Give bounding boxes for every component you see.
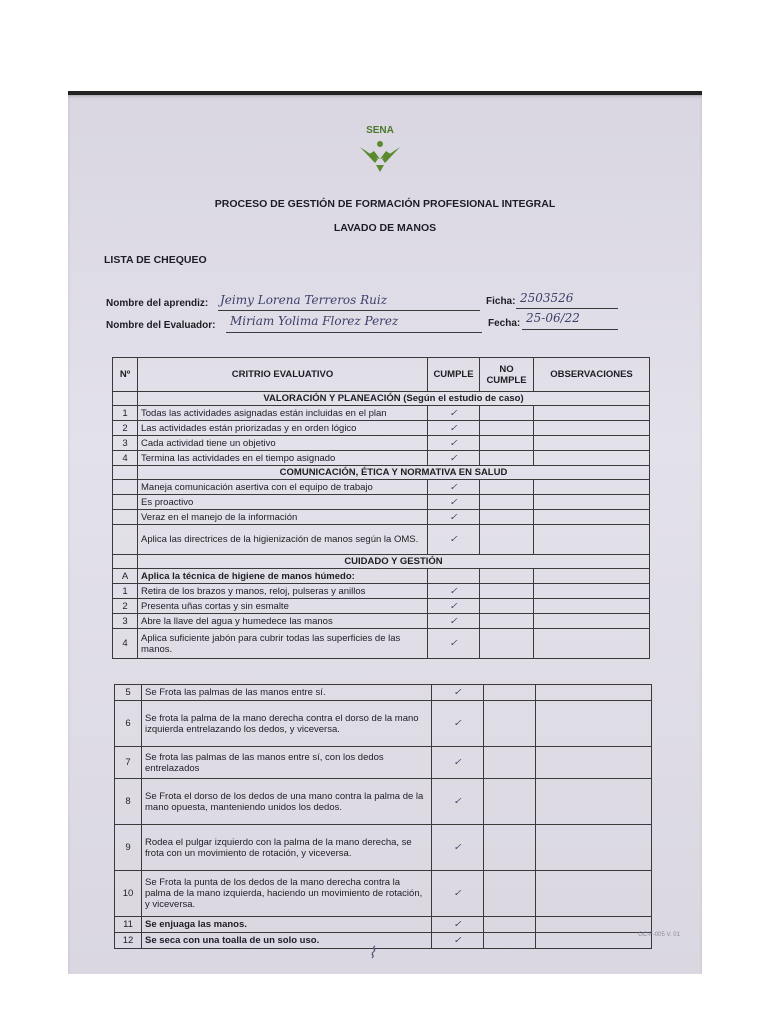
section-row	[113, 466, 650, 480]
row-observaciones	[534, 480, 650, 495]
section-title: CUIDADO Y GESTIÓN	[138, 555, 650, 569]
row-cumple: ✓	[432, 871, 484, 917]
table-row	[113, 495, 650, 510]
document-sheet	[68, 91, 702, 974]
row-observaciones	[534, 495, 650, 510]
row-criterio: Se seca con una toalla de un solo uso.	[142, 933, 432, 949]
row-criterio: Todas las actividades asignadas están incluidas en el plan	[138, 406, 428, 421]
row-no-cumple	[480, 584, 534, 599]
row-cumple: ✓	[428, 584, 480, 599]
row-number: 2	[113, 599, 138, 614]
row-number: 7	[115, 747, 142, 779]
fecha-underline	[522, 329, 618, 330]
row-number: 3	[113, 614, 138, 629]
fecha-label: Fecha:	[488, 318, 521, 329]
row-criterio: Presenta uñas cortas y sin esmalte	[138, 599, 428, 614]
row-observaciones	[534, 436, 650, 451]
row-observaciones	[536, 933, 652, 949]
row-cumple: ✓	[432, 825, 484, 871]
row-number: 1	[113, 584, 138, 599]
table-row	[113, 421, 650, 436]
row-no-cumple	[484, 701, 536, 747]
row-no-cumple	[484, 917, 536, 933]
aprendiz-underline	[218, 310, 480, 311]
row-observaciones	[536, 917, 652, 933]
row-cumple: ✓	[428, 480, 480, 495]
row-criterio: Se frota las palmas de las manos entre sí, con los dedos entrelazados	[142, 747, 432, 779]
row-no-cumple	[480, 495, 534, 510]
row-no-cumple	[480, 510, 534, 525]
row-cumple: ✓	[428, 451, 480, 466]
table-row	[113, 406, 650, 421]
row-no-cumple	[480, 629, 534, 659]
ficha-value: 2503526	[520, 291, 574, 305]
row-cumple: ✓	[428, 629, 480, 659]
table-row	[113, 599, 650, 614]
row-cumple: ✓	[432, 701, 484, 747]
row-criterio: Veraz en el manejo de la información	[138, 510, 428, 525]
row-criterio: Cada actividad tiene un objetivo	[138, 436, 428, 451]
row-observaciones	[534, 584, 650, 599]
sena-logo	[354, 125, 406, 173]
row-no-cumple	[480, 451, 534, 466]
row-number: 4	[113, 629, 138, 659]
row-number: 2	[113, 421, 138, 436]
list-title: LISTA DE CHEQUEO	[104, 254, 207, 266]
row-criterio: Termina las actividades en el tiempo asignado	[138, 451, 428, 466]
row-number: A	[113, 569, 138, 584]
row-number: 6	[115, 701, 142, 747]
row-cumple: ✓	[428, 495, 480, 510]
table-row	[115, 701, 652, 747]
row-number	[113, 480, 138, 495]
row-observaciones	[536, 747, 652, 779]
evaluador-label: Nombre del Evaluador:	[106, 320, 216, 331]
row-criterio: Abre la llave del agua y humedece las manos	[138, 614, 428, 629]
row-no-cumple	[480, 480, 534, 495]
row-number: 4	[113, 451, 138, 466]
row-no-cumple	[484, 871, 536, 917]
table-header-row	[113, 358, 650, 392]
form-code: GC-F-005 V. 01	[638, 932, 680, 938]
row-observaciones	[534, 525, 650, 555]
row-criterio: Se Frota las palmas de las manos entre sí.	[142, 685, 432, 701]
table-row	[113, 510, 650, 525]
row-no-cumple	[480, 525, 534, 555]
row-criterio: Retira de los brazos y manos, reloj, pulseras y anillos	[138, 584, 428, 599]
checklist-table-2	[114, 684, 652, 949]
row-observaciones	[534, 451, 650, 466]
row-no-cumple	[480, 599, 534, 614]
row-cumple: ✓	[428, 436, 480, 451]
row-observaciones	[534, 629, 650, 659]
row-criterio: Aplica suficiente jabón para cubrir todas las superficies de las manos.	[138, 629, 428, 659]
row-cumple: ✓	[428, 510, 480, 525]
table-row	[115, 871, 652, 917]
table-row	[113, 614, 650, 629]
sena-logo-text: SENA	[366, 125, 394, 136]
table-row	[113, 436, 650, 451]
aprendiz-value: Jeimy Lorena Terreros Ruiz	[220, 293, 388, 307]
header-criterio: CRITRIO EVALUATIVO	[138, 358, 428, 392]
row-no-cumple	[480, 569, 534, 584]
evaluador-value: Miriam Yolima Florez Perez	[230, 314, 399, 328]
row-observaciones	[534, 599, 650, 614]
row-criterio: Maneja comunicación asertiva con el equipo de trabajo	[138, 480, 428, 495]
table-row	[115, 747, 652, 779]
table-row	[115, 685, 652, 701]
table-row	[115, 917, 652, 933]
row-criterio: Es proactivo	[138, 495, 428, 510]
row-observaciones	[536, 701, 652, 747]
row-observaciones	[536, 825, 652, 871]
header-cumple: CUMPLE	[428, 358, 480, 392]
aprendiz-label: Nombre del aprendiz:	[106, 298, 209, 309]
row-criterio: Se Frota el dorso de los dedos de una mano contra la palma de la mano opuesta, manteniendo unidos los dedos.	[142, 779, 432, 825]
header-observaciones: OBSERVACIONES	[534, 358, 650, 392]
row-cumple: ✓	[428, 599, 480, 614]
row-criterio: Se enjuaga las manos.	[142, 917, 432, 933]
table-row	[113, 525, 650, 555]
row-no-cumple	[480, 406, 534, 421]
row-no-cumple	[480, 436, 534, 451]
row-observaciones	[534, 569, 650, 584]
table-row	[115, 825, 652, 871]
table-row	[113, 629, 650, 659]
evaluador-underline	[226, 332, 482, 333]
header-number: Nº	[113, 358, 138, 392]
row-cumple: ✓	[428, 406, 480, 421]
row-cumple: ✓	[432, 685, 484, 701]
row-criterio: Aplica la técnica de higiene de manos húmedo:	[138, 569, 428, 584]
row-number	[113, 495, 138, 510]
row-no-cumple	[484, 933, 536, 949]
row-criterio: Se Frota la punta de los dedos de la mano derecha contra la palma de la mano izquierda, haciendo un movimiento de rotación, y viceversa.	[142, 871, 432, 917]
row-criterio: Las actividades están priorizadas y en orden lógico	[138, 421, 428, 436]
row-no-cumple	[484, 825, 536, 871]
row-cumple: ✓	[428, 614, 480, 629]
row-cumple: ✓	[432, 917, 484, 933]
ficha-underline	[516, 308, 618, 309]
section-blank	[113, 555, 138, 569]
ficha-label: Ficha:	[486, 296, 516, 307]
row-number	[113, 525, 138, 555]
row-observaciones	[536, 871, 652, 917]
row-observaciones	[534, 510, 650, 525]
section-title: VALORACIÓN Y PLANEACIÓN (Según el estudio de caso)	[138, 392, 650, 406]
row-observaciones	[534, 421, 650, 436]
row-criterio: Rodea el pulgar izquierdo con la palma de la mano derecha, se frota con un movimiento de rotación, y viceversa.	[142, 825, 432, 871]
header-no-cumple: NO CUMPLE	[480, 358, 534, 392]
row-observaciones	[534, 406, 650, 421]
row-number: 12	[115, 933, 142, 949]
row-no-cumple	[480, 614, 534, 629]
row-criterio: Aplica las directrices de la higienización de manos según la OMS.	[138, 525, 428, 555]
row-observaciones	[536, 779, 652, 825]
table-row	[113, 569, 650, 584]
row-number: 1	[113, 406, 138, 421]
row-number: 11	[115, 917, 142, 933]
row-number: 3	[113, 436, 138, 451]
section-blank	[113, 466, 138, 480]
row-cumple	[428, 569, 480, 584]
table-row	[115, 779, 652, 825]
row-cumple: ✓	[428, 525, 480, 555]
row-no-cumple	[484, 747, 536, 779]
section-row	[113, 392, 650, 406]
table-row	[115, 933, 652, 949]
row-no-cumple	[484, 685, 536, 701]
table-row	[113, 480, 650, 495]
fecha-value: 25-06/22	[526, 311, 580, 325]
scan-edge	[68, 91, 702, 95]
row-no-cumple	[480, 421, 534, 436]
table-row	[113, 451, 650, 466]
row-observaciones	[534, 614, 650, 629]
document-title: PROCESO DE GESTIÓN DE FORMACIÓN PROFESIONAL INTEGRAL	[214, 198, 556, 210]
row-number	[113, 510, 138, 525]
row-cumple: ✓	[428, 421, 480, 436]
section-title: COMUNICACIÓN, ÉTICA Y NORMATIVA EN SALUD	[138, 466, 650, 480]
section-row	[113, 555, 650, 569]
row-cumple: ✓	[432, 779, 484, 825]
document-subtitle: LAVADO DE MANOS	[333, 222, 437, 234]
row-number: 9	[115, 825, 142, 871]
row-cumple: ✓	[432, 933, 484, 949]
row-cumple: ✓	[432, 747, 484, 779]
table-row	[113, 584, 650, 599]
row-number: 10	[115, 871, 142, 917]
checklist-table-1	[112, 357, 650, 659]
row-number: 8	[115, 779, 142, 825]
pen-mark: ⌇	[368, 945, 376, 962]
row-criterio: Se frota la palma de la mano derecha contra el dorso de la mano izquierda entrelazando los dedos, y viceversa.	[142, 701, 432, 747]
section-blank	[113, 392, 138, 406]
row-number: 5	[115, 685, 142, 701]
row-no-cumple	[484, 779, 536, 825]
row-observaciones	[536, 685, 652, 701]
